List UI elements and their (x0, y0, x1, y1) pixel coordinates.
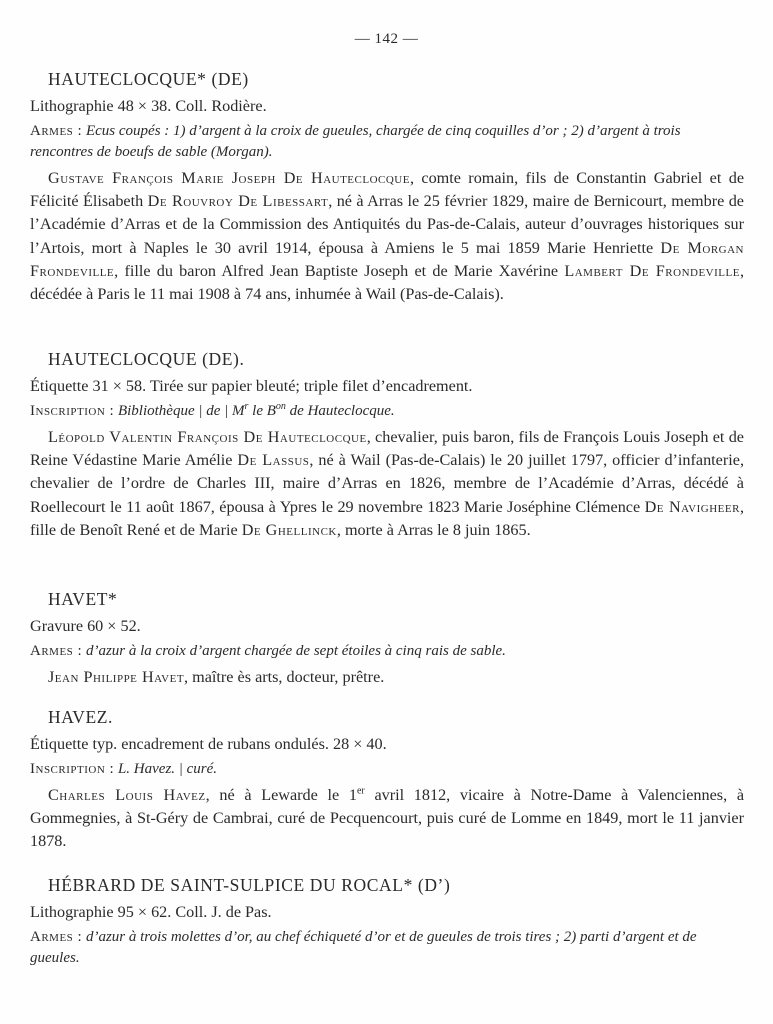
field-text-part: Bibliothèque | de | M (117, 403, 245, 419)
entry-havet (30, 587, 744, 689)
field-text (118, 403, 395, 419)
entry-description: Lithographie 95 × 62. Coll. J. de Pas. (30, 903, 272, 921)
bio-text: , décédée à Paris le 11 mai 1908 à 74 ans, inhumée à Wail (Pas-de-Calais). (30, 261, 744, 304)
field-text: Ecus coupés : 1) d’argent à la croix de gueules, chargée de cinq coquilles d’or ; 2) d’argent à trois rencontres de boeufs de sable (Morgan). (30, 123, 681, 160)
person-name: De Lassus (237, 451, 310, 470)
entry-description: Étiquette typ. encadrement de rubans ondulés. 28 × 40. (30, 735, 387, 753)
bio-text: , maître ès arts, docteur, prêtre. (184, 668, 385, 686)
field-label: Armes : (30, 929, 83, 945)
entry-description: Gravure 60 × 52. (30, 617, 141, 635)
superscript: on (275, 401, 286, 412)
field-text: d’azur à trois molettes d’or, au chef échiqueté d’or et de gueules de trois tires ; 2) parti d’argent et de gueules. (30, 929, 697, 966)
biography (30, 426, 744, 542)
bio-text: avril 1812, vicaire à Notre-Dame à Valenciennes, à Gommegnies, à St-Géry de Cambrai, curé de Pecquencourt, puis curé de Lomme en 1849, mort le 11 janvier 1878. (30, 786, 745, 851)
entry-heading: HÉBRARD DE SAINT-SULPICE DU ROCAL* (D’) (48, 875, 451, 895)
bio-text: , morte à Arras le 8 juin 1865. (336, 520, 531, 539)
inscription-field (30, 401, 744, 422)
biography (30, 784, 744, 854)
bio-text: , né à Lewarde le 1 (205, 786, 357, 804)
field-text: L. Havez. | curé. (117, 761, 218, 777)
entry-heading: HAVEZ. (48, 707, 114, 727)
person-name: Léopold Valentin François De Hauteclocque (48, 428, 367, 446)
bio-text: , né à Wail (Pas-de-Calais) le 20 juillet 1797, officier d’infanterie, chevalier de l’ordre de Charles III, maire d’Arras en 1826, membre de l’Académie d’Arras, décédé à Roellecourt le 11 août 1867, épousa à Ypres le 29 novembre 1823 Marie Joséphine Clémence (30, 451, 744, 516)
person-name: De Rouvroy De Libessart (147, 192, 329, 211)
entry-heading: HAUTECLOCQUE (DE). (48, 349, 245, 369)
arms-field (30, 641, 744, 662)
entry-description: Lithographie 48 × 38. Coll. Rodière. (30, 97, 267, 115)
entry-hebrard (30, 873, 744, 969)
entry-hauteclocque-1 (30, 67, 744, 306)
arms-field (30, 927, 744, 969)
bio-text: , fille du baron Alfred Jean Baptiste Joseph et de Marie Xavérine (114, 261, 565, 280)
person-name: De Navigheer (644, 497, 740, 516)
field-text: d’azur à la croix d’argent chargée de sept étoiles à cinq rais de sable. (85, 643, 506, 659)
superscript: r (244, 401, 249, 412)
person-name: Lambert De Frondeville (564, 261, 740, 280)
person-name: Charles Louis Havez (48, 786, 206, 804)
entry-description: Étiquette 31 × 58. Tirée sur papier bleuté; triple filet d’encadrement. (30, 377, 473, 395)
bio-text: , fille de Benoît René et de Marie (30, 497, 744, 539)
biography (30, 167, 744, 306)
bio-text: , chevalier, puis baron, fils de François Louis Joseph et de Reine Védastine Marie Amélie (30, 428, 744, 470)
person-name: De Morgan Frondeville (30, 238, 744, 280)
person-name: Jean Philippe Havet (48, 668, 185, 686)
entry-heading: HAUTECLOCQUE* (DE) (48, 69, 249, 89)
entry-hauteclocque-2 (30, 347, 744, 542)
field-text-part: de Hauteclocque. (285, 403, 395, 419)
bio-text: , comte romain, fils de Constantin Gabriel et de Félicité Élisabeth (30, 169, 745, 211)
entry-havez (30, 705, 744, 854)
bio-text: , né à Arras le 25 février 1829, maire de Bernicourt, membre de l’Académie d’Arras et de la Commission des Antiquités du Pas-de-Calais, auteur d’ouvrages historiques sur l’Artois, mort à Naples le 30 avril 1914, épousa à Amiens le 5 mai 1859 Marie Henriette (30, 192, 744, 257)
page-number: — 142 — (354, 31, 419, 47)
field-label: Inscription : (30, 761, 115, 777)
person-name: Gustave François Marie Joseph De Hauteclocque (48, 169, 410, 187)
entry-heading: HAVET* (48, 589, 118, 609)
field-label: Inscription : (30, 403, 115, 419)
field-label: Armes : (30, 123, 83, 139)
person-name: De Ghellinck (241, 520, 337, 539)
inscription-field (30, 759, 744, 780)
arms-field (30, 121, 744, 163)
superscript: er (356, 785, 365, 797)
biography (30, 666, 744, 689)
field-text-part: le B (248, 403, 276, 419)
field-label: Armes : (30, 643, 83, 659)
